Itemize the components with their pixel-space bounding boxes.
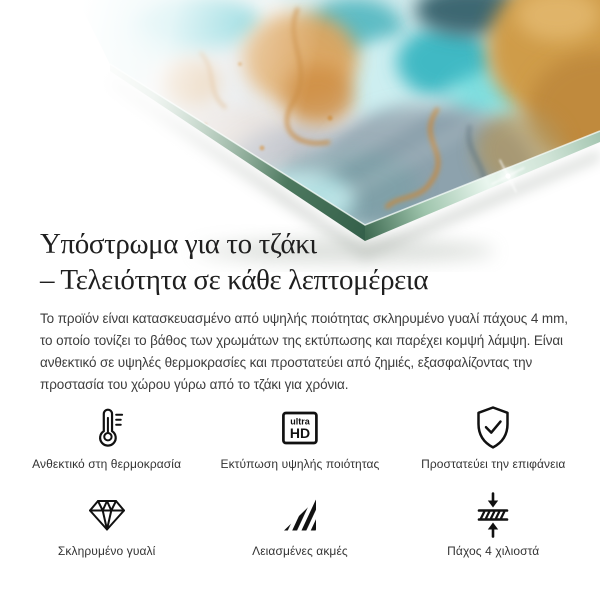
feature-label: Ανθεκτικό στη θερμοκρασία — [32, 457, 182, 471]
feature-heat-resistant — [10, 402, 203, 472]
product-description — [40, 308, 600, 396]
ultra-hd-icon — [280, 402, 320, 454]
feature-ultra-hd-print — [203, 402, 396, 472]
page-title — [40, 226, 428, 298]
features-row-2 — [10, 489, 590, 559]
description-line: προστασία του χώρου γύρω από το τζάκι για χρόνια. — [40, 377, 349, 392]
polished-edges-icon — [280, 489, 320, 541]
thickness-icon — [473, 489, 513, 541]
description-line: Το προϊόν είναι κατασκευασμένο από υψηλής ποιότητας σκληρυμένο γυαλί πάχους 4 mm, — [40, 311, 568, 326]
diamond-icon — [86, 489, 128, 541]
feature-polished-edges — [203, 489, 396, 559]
ultra-hd-text-top: ultra — [290, 416, 310, 427]
ultra-hd-text-bottom: HD — [289, 425, 311, 442]
features-grid — [10, 402, 590, 559]
title-line-2: – Τελειότητα σε κάθε λεπτομέρεια — [40, 264, 429, 296]
feature-thickness-4mm — [397, 489, 590, 559]
feature-label: Προστατεύει την επιφάνεια — [421, 457, 566, 471]
feature-label: Σκληρυμένο γυαλί — [57, 544, 156, 558]
feature-label: Εκτύπωση υψηλής ποιότητας — [220, 457, 380, 471]
shield-check-icon — [471, 402, 515, 454]
thermometer-icon — [85, 402, 129, 454]
features-row-1 — [10, 402, 590, 472]
title-line-1: Υπόστρωμα για το τζάκι — [40, 228, 317, 260]
feature-surface-protection — [397, 402, 590, 472]
feature-label: Πάχος 4 χιλιοστά — [447, 544, 540, 558]
feature-tempered-glass — [10, 489, 203, 559]
description-line: ανθεκτικό σε υψηλές θερμοκρασίες και προστατεύει από ζημιές, εξασφαλίζοντας την — [40, 355, 533, 370]
description-line: το οποίο τονίζει το βάθος των χρωμάτων της εκτύπωσης και παρέχει κομψή λάμψη. Είναι — [40, 333, 563, 348]
feature-label: Λειασμένες ακμές — [252, 544, 348, 558]
